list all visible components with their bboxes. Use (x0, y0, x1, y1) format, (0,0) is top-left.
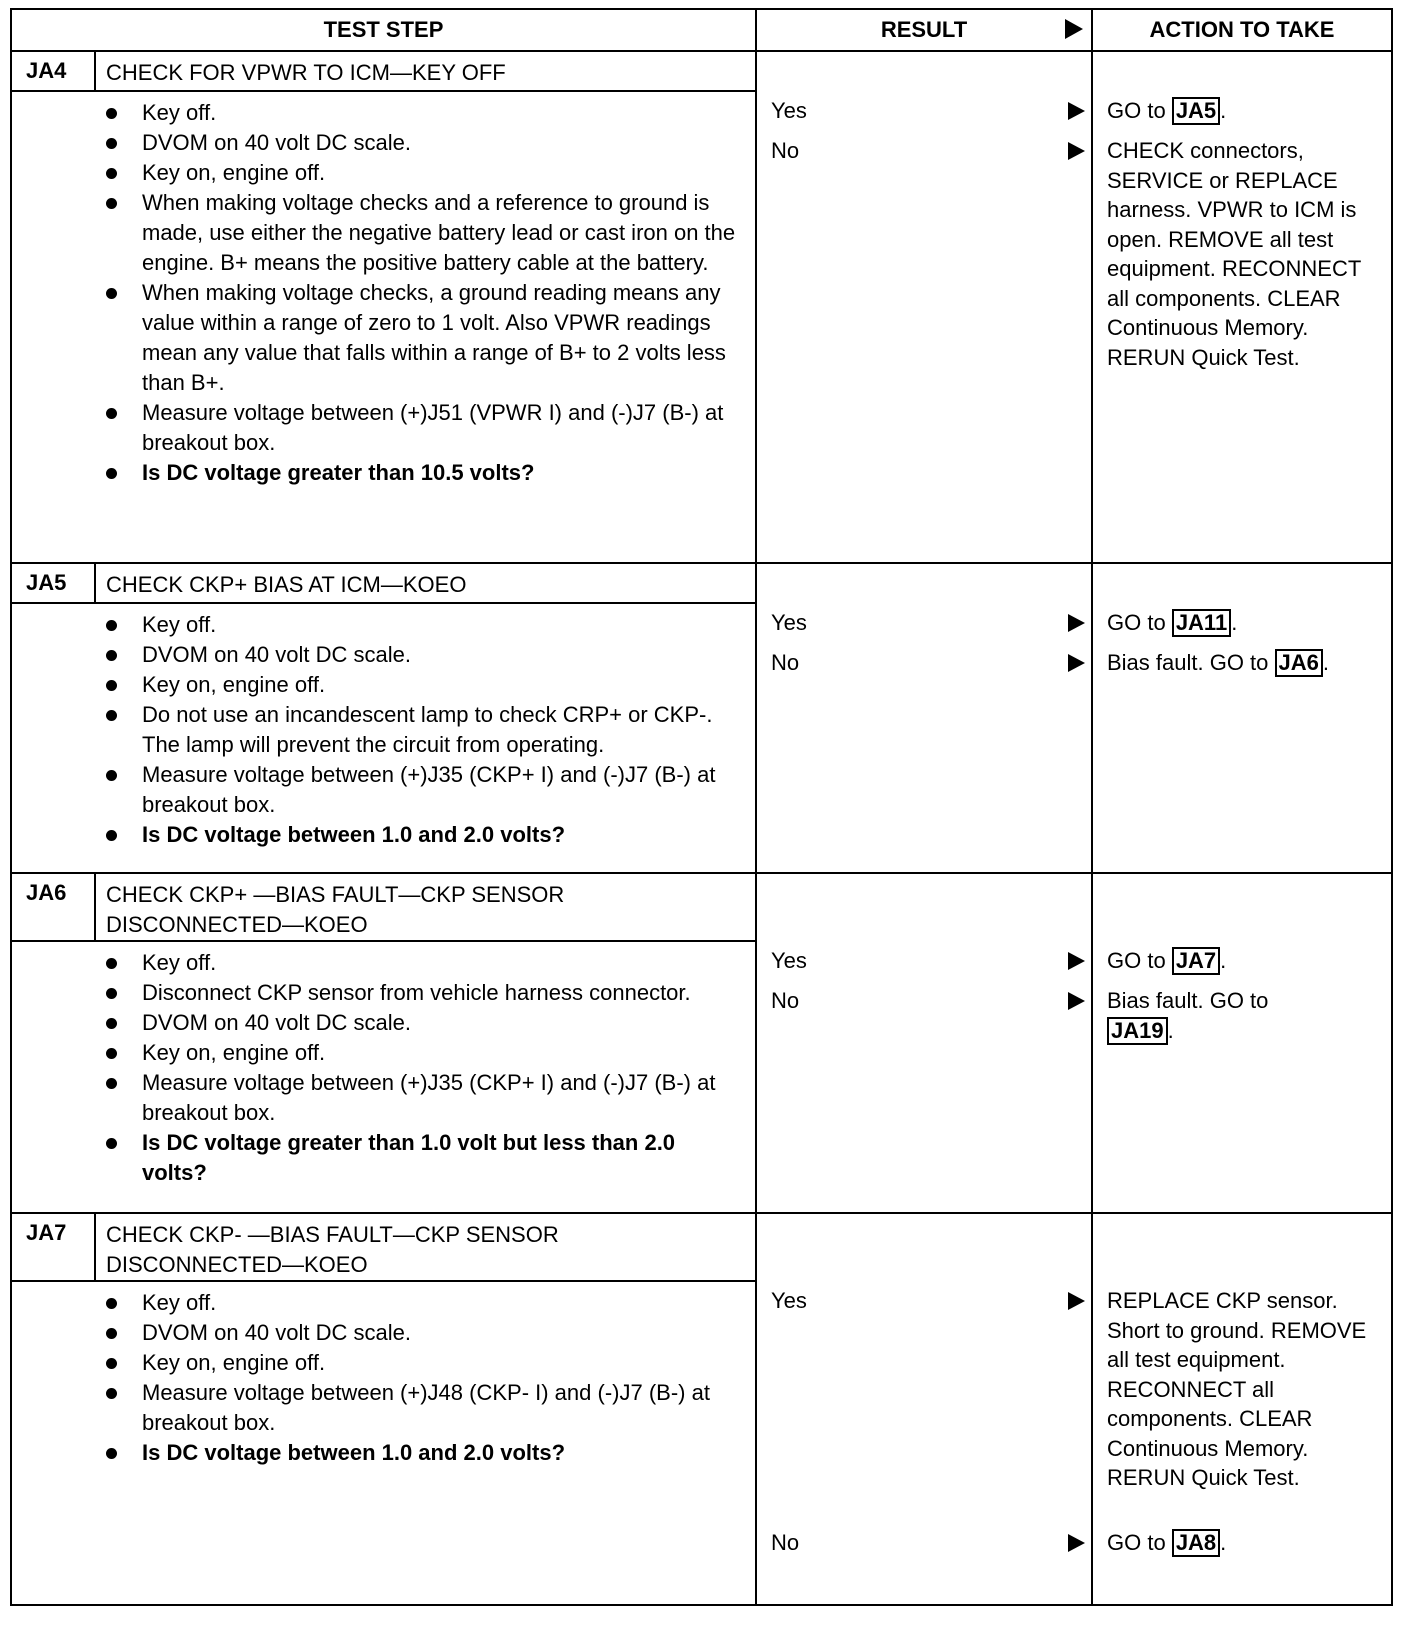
list-item: Key off. (142, 948, 745, 978)
step-items (12, 1282, 755, 1472)
action-text: GO to (1107, 610, 1166, 635)
list-item: DVOM on 40 volt DC scale. (142, 1318, 745, 1348)
action-cell (1093, 1214, 1391, 1604)
list-item: Key off. (142, 1288, 745, 1318)
action-text: GO to (1107, 1530, 1166, 1555)
result-cell (757, 564, 1093, 872)
action-text: GO to (1107, 98, 1166, 123)
action-cell (1093, 564, 1391, 872)
table-header (12, 10, 1391, 52)
action-yes: REPLACE CKP sensor. Short to ground. REMOVE all test equipment. RECONNECT all components. CLEAR Continuous Memory. RERUN Quick Test. (1107, 1288, 1367, 1490)
list-item: DVOM on 40 volt DC scale. (142, 128, 745, 158)
result-cell (757, 52, 1093, 562)
result-no: No (771, 988, 800, 1013)
diagnostic-table (10, 8, 1393, 1606)
action-no: Bias fault. GO to JA19 . (1107, 988, 1269, 1043)
step-reference-link[interactable]: JA5 (1172, 97, 1220, 125)
action-yes: GO to JA7 . (1107, 948, 1227, 973)
list-item: Key on, engine off. (142, 670, 745, 700)
step-id: JA7 (12, 1214, 96, 1280)
step-id: JA4 (12, 52, 96, 90)
result-yes: Yes (771, 1288, 807, 1313)
step-cell (12, 1214, 757, 1604)
arrow-right-icon (1068, 654, 1085, 672)
arrow-right-icon (1068, 142, 1085, 160)
arrow-right-icon (1065, 19, 1083, 39)
step-reference-link[interactable]: JA6 (1275, 649, 1323, 677)
step-items (12, 604, 755, 854)
action-yes: GO to JA5 . (1107, 98, 1227, 123)
step-reference-link[interactable]: JA19 (1107, 1017, 1168, 1045)
result-no: No (771, 650, 800, 675)
step-reference-link[interactable]: JA8 (1172, 1529, 1220, 1557)
step-title: CHECK CKP+ BIAS AT ICM—KOEO (106, 572, 467, 597)
result-yes: Yes (771, 948, 807, 973)
list-item: Key off. (142, 98, 745, 128)
step-question: Is DC voltage greater than 10.5 volts? (142, 458, 745, 488)
action-text: Bias fault. GO to (1107, 650, 1269, 675)
list-item: When making voltage checks, a ground reading means any value within a range of zero to 1 volt. Also VPWR readings mean any value that falls within a range of B+ to 2 volts less than B+. (142, 278, 745, 398)
step-id: JA6 (12, 874, 96, 940)
step-row-ja4 (12, 52, 1391, 564)
action-yes: GO to JA11 . (1107, 610, 1238, 635)
list-item: DVOM on 40 volt DC scale. (142, 640, 745, 670)
step-question: Is DC voltage greater than 1.0 volt but less than 2.0 volts? (142, 1128, 745, 1188)
list-item: Key on, engine off. (142, 1348, 745, 1378)
arrow-right-icon (1068, 992, 1085, 1010)
list-item: Measure voltage between (+)J35 (CKP+ I) and (-)J7 (B-) at breakout box. (142, 760, 745, 820)
step-title-bar (12, 52, 755, 92)
list-item: DVOM on 40 volt DC scale. (142, 1008, 745, 1038)
step-question: Is DC voltage between 1.0 and 2.0 volts? (142, 820, 745, 850)
step-cell (12, 52, 757, 562)
step-row-ja6 (12, 874, 1391, 1214)
step-items (12, 942, 755, 1192)
action-no: Bias fault. GO to JA6 . (1107, 650, 1330, 675)
step-title-bar (12, 564, 755, 604)
list-item: Key on, engine off. (142, 158, 745, 188)
step-title-bar (12, 1214, 755, 1282)
action-text: Bias fault. GO to (1107, 988, 1269, 1013)
step-title: CHECK FOR VPWR TO ICM—KEY OFF (106, 60, 506, 85)
step-reference-link[interactable]: JA7 (1172, 947, 1220, 975)
step-title: CHECK CKP- —BIAS FAULT—CKP SENSOR DISCONNECTED—KOEO (106, 1222, 559, 1277)
list-item: Do not use an incandescent lamp to check CRP+ or CKP-. The lamp will prevent the circuit from operating. (142, 700, 745, 760)
arrow-right-icon (1068, 1534, 1085, 1552)
header-result-label: RESULT (880, 17, 968, 42)
list-item: Disconnect CKP sensor from vehicle harness connector. (142, 978, 745, 1008)
step-row-ja7 (12, 1214, 1391, 1604)
arrow-right-icon (1068, 614, 1085, 632)
list-item: Key off. (142, 610, 745, 640)
step-cell (12, 874, 757, 1212)
step-cell (12, 564, 757, 872)
result-no: No (771, 138, 800, 163)
result-no: No (771, 1530, 800, 1555)
list-item: Measure voltage between (+)J51 (VPWR I) and (-)J7 (B-) at breakout box. (142, 398, 745, 458)
list-item: Key on, engine off. (142, 1038, 745, 1068)
arrow-right-icon (1068, 102, 1085, 120)
result-cell (757, 874, 1093, 1212)
result-yes: Yes (771, 610, 807, 635)
arrow-right-icon (1068, 952, 1085, 970)
arrow-right-icon (1068, 1292, 1085, 1310)
step-title: CHECK CKP+ —BIAS FAULT—CKP SENSOR DISCONNECTED—KOEO (106, 882, 565, 937)
list-item: Measure voltage between (+)J48 (CKP- I) and (-)J7 (B-) at breakout box. (142, 1378, 745, 1438)
step-question: Is DC voltage between 1.0 and 2.0 volts? (142, 1438, 745, 1468)
action-cell (1093, 52, 1391, 562)
action-no: GO to JA8 . (1107, 1530, 1227, 1555)
step-items (12, 92, 755, 492)
step-row-ja5 (12, 564, 1391, 874)
list-item: Measure voltage between (+)J35 (CKP+ I) and (-)J7 (B-) at breakout box. (142, 1068, 745, 1128)
action-text: GO to (1107, 948, 1166, 973)
step-title-bar (12, 874, 755, 942)
result-cell (757, 1214, 1093, 1604)
action-no: CHECK connectors, SERVICE or REPLACE harness. VPWR to ICM is open. REMOVE all test equipment. RECONNECT all components. CLEAR Continuous Memory. RERUN Quick Test. (1107, 138, 1361, 370)
header-action: ACTION TO TAKE (1149, 17, 1335, 42)
step-id: JA5 (12, 564, 96, 602)
step-reference-link[interactable]: JA11 (1172, 609, 1231, 637)
header-test-step: TEST STEP (12, 10, 757, 50)
list-item: When making voltage checks and a reference to ground is made, use either the negative battery lead or cast iron on the engine. B+ means the positive battery cable at the battery. (142, 188, 745, 278)
action-cell (1093, 874, 1391, 1212)
result-yes: Yes (771, 98, 807, 123)
header-result (757, 10, 1093, 50)
